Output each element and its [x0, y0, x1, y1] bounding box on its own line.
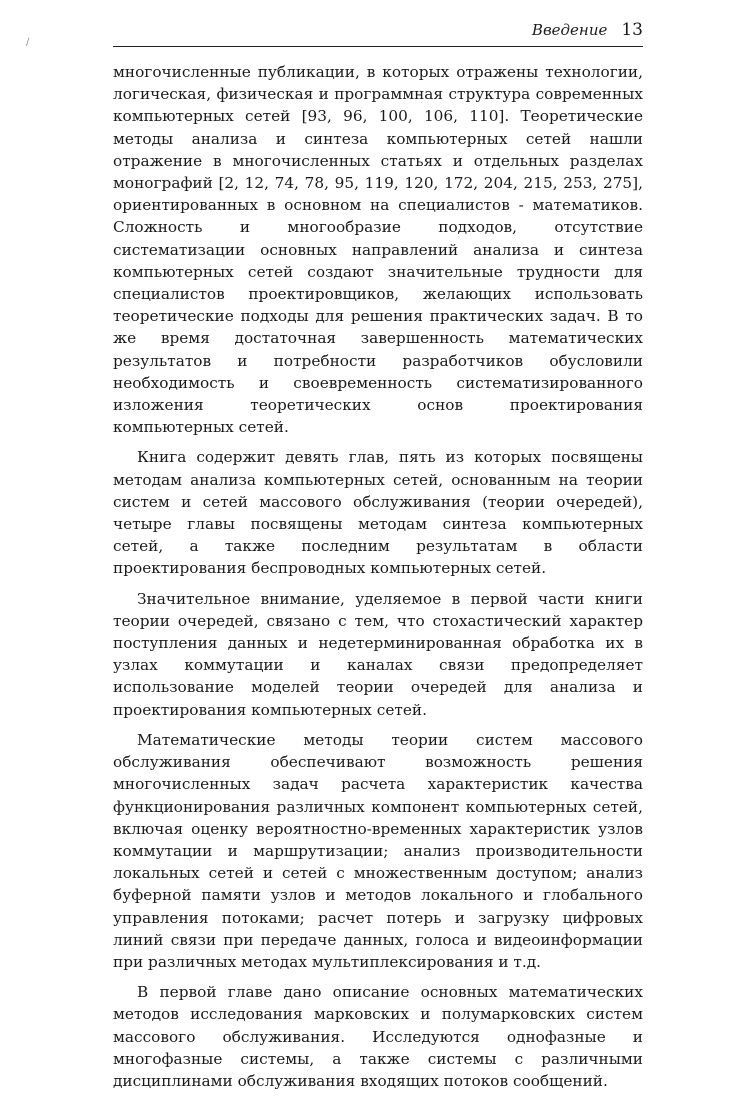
paragraph-2: Книга содержит девять глав, пять из которых посвящены методам анализа компьютерных сетей, основанным на теории систем и сетей массового обслуживания (теории очередей), четыре главы посвящены методам синтеза компьютерных сетей, а также последним результатам в области проектирования беспроводных компьютерных сетей.	[113, 448, 643, 578]
body-text	[113, 61, 643, 1100]
section-title: Введение	[531, 21, 608, 39]
paragraph-5: В первой главе дано описание основных математических методов исследования марковских и полумарковских систем массового обслуживания. Исследуются однофазные и многофазные системы, а также системы с различными дисциплинами обслуживания входящих потоков сообщений.	[113, 983, 643, 1090]
running-header	[113, 20, 643, 47]
paragraph-3: Значительное внимание, уделяемое в первой части книги теории очередей, связано с тем, что стохастический характер поступления данных и недетерминированная обработка их в узлах коммутации и каналах связи предопределяет использование моделей теории очередей для анализа и проектирования компьютерных сетей.	[113, 589, 643, 719]
page-number: 13	[621, 20, 643, 40]
paragraph-1: многочисленные публикации, в которых отражены технологии, логическая, физическая и программная структура современных компьютерных сетей [93, 96, 100, 106, 110]. Теоретические методы анализа и синтеза компьютерных сетей нашли отражение в многочисленных статьях и отдельных разделах монографий [2, 12, 74, 78, 95, 119, 120, 172, 204, 215, 253, 275], ориентированных в основном на специалистов - математиков. Сложность и многообразие подходов, отсутствие систематизации основных направлений анализа и синтеза компьютерных сетей создают значительные трудности для специалистов проектировщиков, желающих использовать теоретические подходы для решения практических задач. В то же время достаточная завершенность математических результатов и потребности разработчиков обусловили необходимость и своевременность систематизированного изложения теоретических основ проектирования компьютерных сетей.	[113, 63, 643, 437]
margin-mark: /	[26, 37, 30, 48]
paragraph-4: Математические методы теории систем массового обслуживания обеспечивают возможность решения многочисленных задач расчета характеристик качества функционирования различных компонент компьютерных сетей, включая оценку вероятностно-временных характеристик узлов коммутации и маршрутизации; анализ производительности локальных сетей и сетей с множественным доступом; анализ буферной памяти узлов и методов локального и глобального управления потоками; расчет потерь и загрузку цифровых линий связи при передаче данных, голоса и видеоинформации при различных методах мультиплексирования и т.д.	[113, 730, 643, 971]
